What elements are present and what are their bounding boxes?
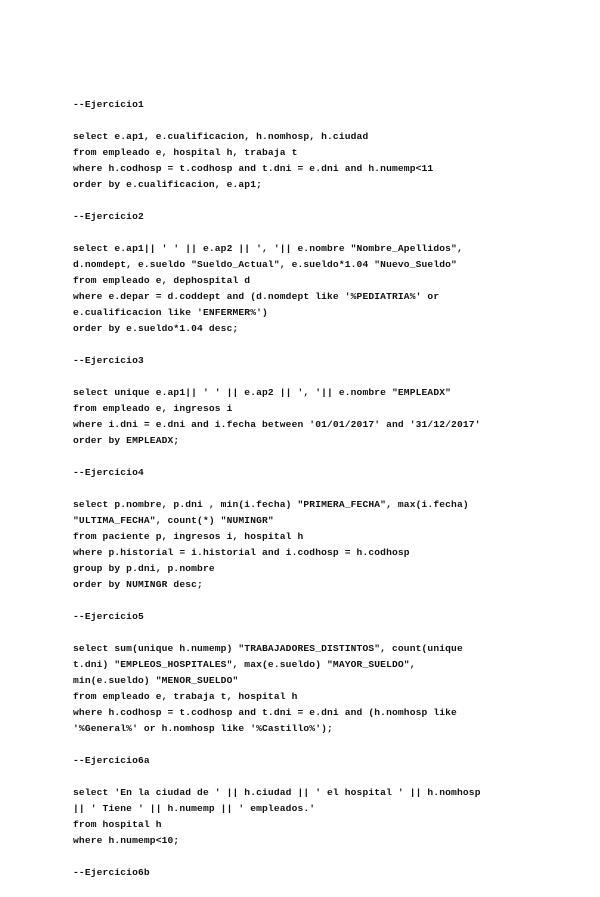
- code-line: select unique e.ap1|| ' ' || e.ap2 || ', '|| e.nombre "EMPLEADX": [73, 387, 452, 398]
- exercise-heading: --Ejercicio1: [73, 99, 144, 110]
- code-line: "ULTIMA_FECHA", count(*) "NUMINGR": [73, 515, 274, 526]
- exercise-heading: --Ejercicio2: [73, 211, 144, 222]
- code-line: select p.nombre, p.dni , min(i.fecha) "PRIMERA_FECHA", max(i.fecha): [73, 499, 469, 510]
- code-line: from empleado e, ingresos i: [73, 403, 233, 414]
- exercise-section-6b: [73, 865, 553, 881]
- code-line: select e.ap1, e.cualificacion, h.nomhosp, h.ciudad: [73, 131, 369, 142]
- code-line: from empleado e, dephospital d: [73, 275, 251, 286]
- code-line: from empleado e, trabaja t, hospital h: [73, 691, 298, 702]
- code-line: select e.ap1|| ' ' || e.ap2 || ', '|| e.nombre "Nombre_Apellidos",: [73, 243, 463, 254]
- code-line: select sum(unique h.numemp) "TRABAJADORES_DISTINTOS", count(unique: [73, 643, 463, 654]
- code-line: '%General%' or h.nomhosp like '%Castillo%');: [73, 723, 333, 734]
- exercise-heading: --Ejercicio6b: [73, 867, 150, 878]
- exercise-heading: --Ejercicio5: [73, 611, 144, 622]
- code-line: where h.numemp<10;: [73, 835, 180, 846]
- code-line: t.dni) "EMPLEOS_HOSPITALES", max(e.sueldo) "MAYOR_SUELDO",: [73, 659, 416, 670]
- code-line: where e.depar = d.coddept and (d.nomdept like '%PEDIATRIA%' or: [73, 291, 440, 302]
- sql-document: [73, 97, 553, 897]
- code-line: from paciente p, ingresos i, hospital h: [73, 531, 304, 542]
- code-line: group by p.dni, p.nombre: [73, 563, 215, 574]
- code-line: select 'En la ciudad de ' || h.ciudad || ' el hospital ' || h.nomhosp: [73, 787, 481, 798]
- exercise-section-5: [73, 609, 553, 737]
- code-line: || ' Tiene ' || h.numemp || ' empleados.': [73, 803, 316, 814]
- code-line: where i.dni = e.dni and i.fecha between '01/01/2017' and '31/12/2017': [73, 419, 481, 430]
- exercise-section-4: [73, 465, 553, 593]
- code-line: where p.historial = i.historial and i.codhosp = h.codhosp: [73, 547, 410, 558]
- code-line: order by NUMINGR desc;: [73, 579, 203, 590]
- code-line: e.cualificacion like 'ENFERMER%'): [73, 307, 268, 318]
- code-line: order by e.sueldo*1.04 desc;: [73, 323, 239, 334]
- code-line: order by e.cualificacion, e.ap1;: [73, 179, 263, 190]
- exercise-section-3: [73, 353, 553, 449]
- code-line: order by EMPLEADX;: [73, 435, 180, 446]
- code-line: min(e.sueldo) "MENOR_SUELDO": [73, 675, 239, 686]
- code-line: from empleado e, hospital h, trabaja t: [73, 147, 298, 158]
- code-line: where h.codhosp = t.codhosp and t.dni = e.dni and (h.nomhosp like: [73, 707, 457, 718]
- code-line: from hospital h: [73, 819, 162, 830]
- exercise-section-1: [73, 97, 553, 193]
- code-line: d.nomdept, e.sueldo "Sueldo_Actual", e.sueldo*1.04 "Nuevo_Sueldo": [73, 259, 457, 270]
- exercise-heading: --Ejercicio3: [73, 355, 144, 366]
- exercise-heading: --Ejercicio4: [73, 467, 144, 478]
- exercise-heading: --Ejercicio6a: [73, 755, 150, 766]
- code-line: where h.codhosp = t.codhosp and t.dni = e.dni and h.numemp<11: [73, 163, 434, 174]
- exercise-section-6a: [73, 753, 553, 849]
- exercise-section-2: [73, 209, 553, 337]
